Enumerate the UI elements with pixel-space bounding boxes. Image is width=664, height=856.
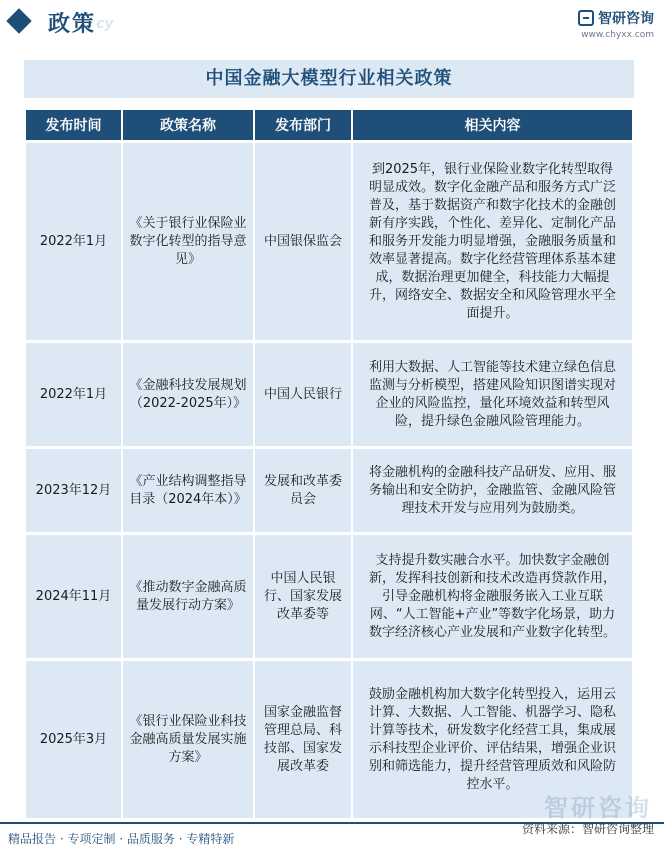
- policy-table: [26, 110, 632, 818]
- source-note: 资料来源：智研咨询整理: [521, 822, 654, 836]
- cell-department: 中国人民银行: [255, 340, 353, 446]
- table-row: [26, 446, 632, 532]
- cell-department: 国家金融监督管理总局、科技部、国家发展改革委: [255, 658, 353, 818]
- cell-date: 2022年1月: [26, 340, 123, 446]
- brand-name: 智研咨询: [598, 11, 654, 27]
- cell-policy-name: 《金融科技发展规划（2022-2025年）》: [123, 340, 255, 446]
- brand-url: www.chyxx.com: [581, 30, 654, 40]
- cell-content: 利用大数据、人工智能等技术建立绿色信息监测与分析模型，搭建风险知识图谱实现对企业的风险监控，量化环境效益和转型风险，提升绿色金融风险管理能力。: [353, 340, 632, 446]
- cell-policy-name: 《银行业保险业科技金融高质量发展实施方案》: [123, 658, 255, 818]
- cell-content: 将金融机构的金融科技产品研发、应用、服务输出和安全防护，金融监管、金融风险管理技术开发与应用列为鼓励类。: [353, 446, 632, 532]
- footer-tagline: 精品报告 · 专项定制 · 品质服务 · 专精特新: [8, 832, 235, 846]
- table-row: [26, 532, 632, 658]
- cell-department: 中国银保监会: [255, 140, 353, 340]
- column-header-name: 政策名称: [123, 110, 255, 140]
- column-header-content: 相关内容: [353, 110, 632, 140]
- ghost-text: cy: [96, 16, 114, 32]
- brand-logo-icon: [578, 10, 594, 26]
- table-row: [26, 340, 632, 446]
- cell-content: 到2025年，银行业保险业数字化转型取得明显成效。数字化金融产品和服务方式广泛普及，基于数据资产和数字化技术的金融创新有序实践，个性化、差异化、定制化产品和服务开发能力明显增强，金融服务质量和效率显著提高。数字化经营管理体系基本建成，数据治理更加健全，科技能力大幅提升，网络安全、数据安全和风险管理水平全面提升。: [353, 140, 632, 340]
- brand-name-row: [578, 8, 654, 28]
- table-header-row: [26, 110, 632, 140]
- column-header-dept: 发布部门: [255, 110, 353, 140]
- cell-policy-name: 《推动数字金融高质量发展行动方案》: [123, 532, 255, 658]
- cell-department: 中国人民银行、国家发展改革委等: [255, 532, 353, 658]
- watermark: 智研咨询: [544, 794, 652, 822]
- cell-date: 2022年1月: [26, 140, 123, 340]
- cell-content: 支持提升数实融合水平。加快数字金融创新，发挥科技创新和技术改造再贷款作用，引导金融机构将金融服务嵌入工业互联网、“人工智能+产业”等数字化场景，助力数字经济核心产业发展和产业数字化转型。: [353, 532, 632, 658]
- cell-date: 2023年12月: [26, 446, 123, 532]
- page-header: [0, 0, 664, 46]
- diamond-icon: [6, 8, 31, 33]
- table-title: 中国金融大模型行业相关政策: [24, 60, 634, 98]
- table-row: [26, 140, 632, 340]
- cell-date: 2024年11月: [26, 532, 123, 658]
- cell-content: 鼓励金融机构加大数字化转型投入，运用云计算、大数据、人工智能、机器学习、隐私计算等技术，研发数字化经营工具，集成展示科技型企业评价、评估结果，增强企业识别和筛选能力，提升经营管理质效和风险防控水平。: [353, 658, 632, 818]
- cell-date: 2025年3月: [26, 658, 123, 818]
- cell-policy-name: 《关于银行业保险业数字化转型的指导意见》: [123, 140, 255, 340]
- cell-department: 发展和改革委员会: [255, 446, 353, 532]
- brand-block: [578, 8, 654, 40]
- cell-policy-name: 《产业结构调整指导目录（2024年本）》: [123, 446, 255, 532]
- column-header-date: 发布时间: [26, 110, 123, 140]
- section-title: 政策: [48, 12, 97, 37]
- table-row: [26, 658, 632, 818]
